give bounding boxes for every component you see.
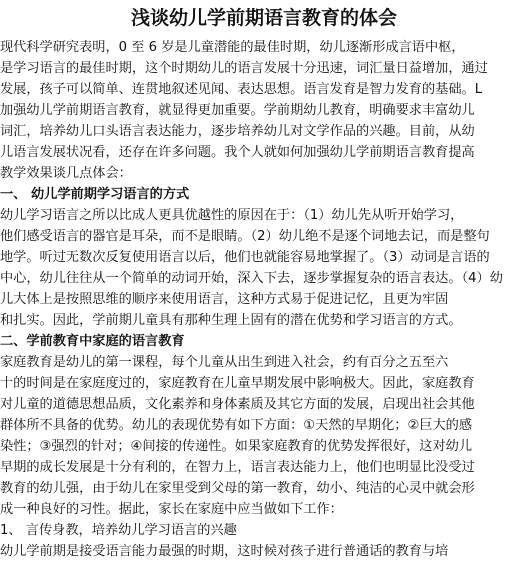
body-text-line: 发展，孩子可以简单、连贯地叙述见闻、表达思想。语言发育是智力发育的基础。L [0,82,483,97]
body-text-line: 1、 言传身教，培养幼儿学习语言的兴趣 [0,523,237,538]
body-text-line: 现代科学研究表明，0 至 6 岁是儿童潜能的最佳时期，幼儿逐渐形成言语中枢， [0,40,465,55]
body-text-line: 是学习语言的最佳时期，这个时期幼儿的语言发展十分迅速，词汇量日益增加，通过 [0,61,488,76]
section-heading: 二、学前教育中家庭的语言教育 [0,334,185,349]
body-text-line: 幼儿学习语言之所以比成人更具优越性的原因在于：（1）幼儿先从听开始学习， [0,208,464,223]
body-text-line: 词汇，培养幼儿口头语言表达能力，逐步培养幼儿对文学作品的兴趣。目前，从幼 [0,124,475,139]
body-text-line: 加强幼儿学前期语言教育，就显得更加重要。学前期幼儿教育，明确要求丰富幼儿 [0,103,475,118]
body-text-line: 他们感受语言的器官是耳朵，而不是眼睛。（2）幼儿绝不是逐个词地去记，而是整句 [0,229,490,244]
document-title: 浅谈幼儿学前期语言教育的体会 [130,7,397,29]
body-text-line: 早期的成长发展是十分有利的，在智力上，语言表达能力上，他们也明显比没受过 [0,460,475,475]
body-text-line: 儿语言发展状况看，还存在许多问题。我个人就如何加强幼儿学前期语言教育提高 [0,145,475,160]
body-text-line: 儿大体上是按照思维的顺序来使用语言，这种方式易于促进记忆，且更为牢固 [0,292,449,307]
body-text-line: 教育的幼儿强，由于幼儿在家里受到父母的第一教育，幼小、纯洁的心灵中就会形 [0,481,475,496]
body-text-line: 群体所不具备的优势。幼儿的表现优势有如下方面：①天然的早期化；②巨大的感 [0,418,473,433]
body-text-line: 染性；③强烈的针对；④间接的传递性。如果家庭教育的优势发挥很好，这对幼儿 [0,439,473,454]
body-text-line: 幼儿学前期是接受语言能力最强的时期，这时候对孩子进行普通话的教育与培 [0,544,449,559]
body-text-line: 家庭教育是幼儿的第一课程，每个儿童从出生到进入社会，约有百分之五至六 [0,355,449,370]
body-text-line: 中心，幼儿往往从一个简单的动词开始，深入下去，逐步掌握复杂的语言表达。（4）幼 [0,271,503,286]
body-text-line: 十的时间是在家庭度过的，家庭教育在儿童早期发展中影响极大。因此，家庭教育 [0,376,475,391]
section-heading: 一、 幼儿学前期学习语言的方式 [0,187,190,202]
body-text-line: 对儿童的道德思想品质，文化素养和身体素质及其它方面的发展，启现出社会其他 [0,397,475,412]
body-text-line: 和扎实。因此，学前期儿童具有那种生理上固有的潜在优势和学习语言的方式。 [0,313,462,328]
body-text-line: 地学。听过无数次反复使用语言以后，他们也就能容易地掌握了。（3）动词是言语的 [0,250,490,265]
body-text-line: 教学效果谈几点体会： [0,166,132,181]
body-text-line: 成一种良好的习性。据此，家长在家庭中应当做如下工作： [0,502,343,517]
